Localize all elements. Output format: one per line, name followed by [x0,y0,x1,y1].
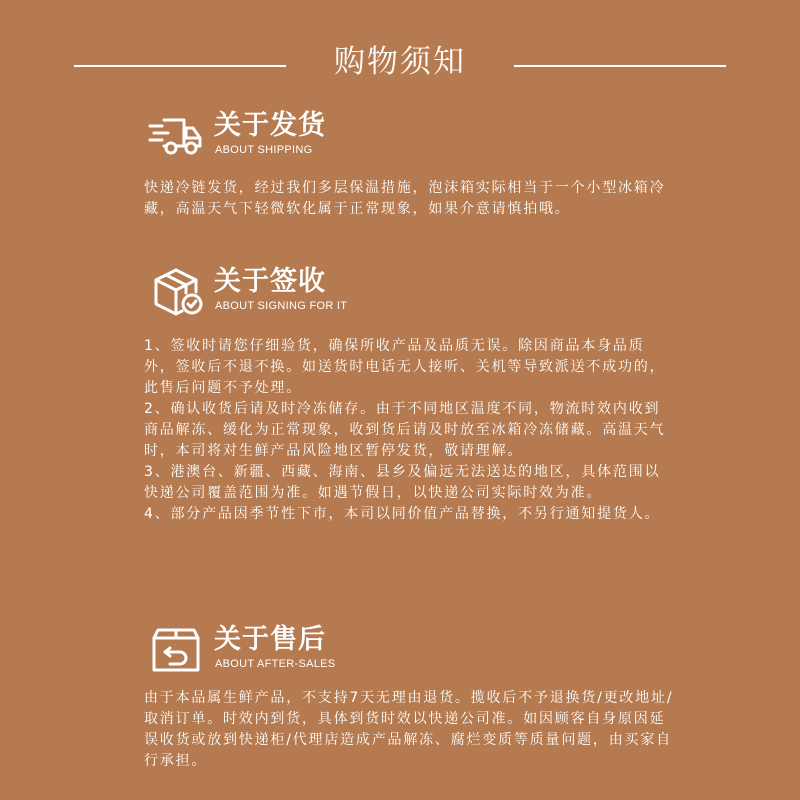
header-divider-right [514,65,726,67]
paragraph: 1、签收时请您仔细验货，确保所收产品及品质无误。除因商品本身品质外，签收后不退不换。如送货时电话无人接听、关机等导致派送不成功的，此售后问题不予处理。 [144,338,666,396]
signing-header [144,264,674,320]
signing-section [144,264,674,525]
paragraph: 4、部分产品因季节性下市，本司以同价值产品替换，不另行通知提货人。 [144,506,661,522]
after-sales-title: 关于售后 [214,624,326,655]
shipping-header [144,108,674,164]
after-sales-body [144,688,674,772]
signing-subtitle: ABOUT SIGNING FOR IT [215,300,348,312]
paragraph: 由于本品属生鲜产品，不支持7天无理由退货。揽收后不予退换货/更改地址/取消订单。时效内到货，具体到货时效以快递公司准。如因顾客自身原因延误收货或放到快递柜/代理店造成产品解冻、腐烂变质等质量问题，由买家自行承担。 [144,690,674,769]
page-header [0,36,800,88]
shipping-subtitle: ABOUT SHIPPING [215,144,313,156]
shipping-body [144,178,674,220]
shipping-title: 关于发货 [214,110,326,141]
shipping-section [144,108,674,220]
delivery-truck-icon [148,108,204,164]
after-sales-header [144,622,674,678]
after-sales-section [144,622,674,772]
paragraph: 2、确认收货后请及时冷冻储存。由于不同地区温度不同，物流时效内收到商品解冻、缓化为正常现象，收到货后请及时放至冰箱冷冻储藏。高温天气时，本司将对生鲜产品风险地区暂停发货，敬请理解。 [144,401,666,459]
after-sales-subtitle: ABOUT AFTER-SALES [215,658,336,670]
return-box-icon [148,622,204,678]
signing-body [144,336,674,525]
page-title: 购物须知 [334,44,466,80]
signing-title: 关于签收 [214,266,326,297]
paragraph: 快递冷链发货，经过我们多层保温措施，泡沫箱实际相当于一个小型冰箱冷藏，高温天气下轻微软化属于正常现象，如果介意请慎拍哦。 [144,180,666,217]
header-divider-left [74,65,286,67]
paragraph: 3、港澳台、新疆、西藏、海南、县乡及偏远无法送达的地区，具体范围以快递公司覆盖范围为准。如遇节假日，以快递公司实际时效为准。 [144,464,661,501]
package-check-icon [148,264,204,320]
